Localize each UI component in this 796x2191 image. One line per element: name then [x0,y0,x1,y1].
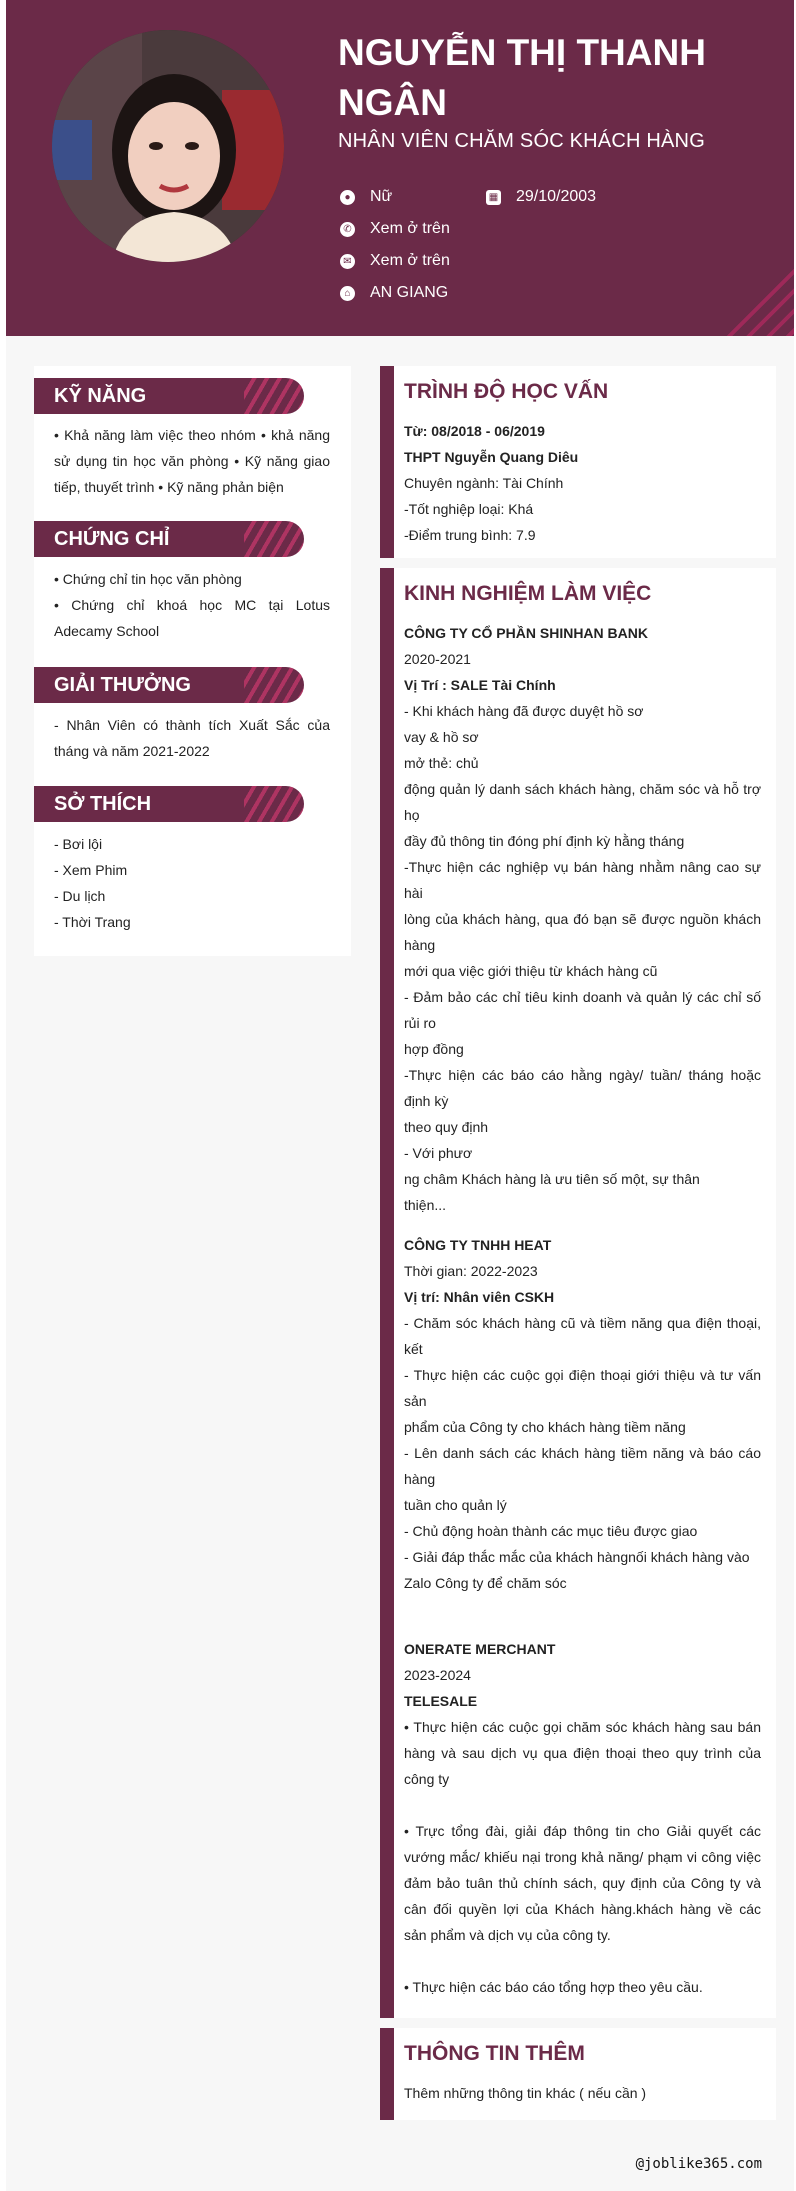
birthday-value: 29/10/2003 [516,188,597,205]
job-line: hợp đồng [404,1041,464,1057]
address-value: AN GIANG [370,284,449,301]
footer-watermark: @joblike365.com [635,2156,762,2172]
avatar [52,30,284,262]
education-section [380,366,776,558]
list-item: - Bơi lội [54,836,103,852]
heading-stripe [244,786,304,822]
job-line: -Thực hiện các nghiệp vụ bán hàng nhằm nâng cao sự hài [404,859,761,901]
job-line: • Trực tổng đài, giải đáp thông tin cho Giải quyết các vướng mắc/ khiếu nại trong khả năng/ phạm vi công việc đảm bảo tuân thủ chính sách, quy định của Công ty và cân đối quyền lợi của Khách hàng.khách hàng về các sản phẩm và dịch vụ của công ty. [404,1823,761,1943]
job-line: • Thực hiện các cuộc gọi chăm sóc khách hàng sau bán hàng và sau dịch vụ qua điện thoại theo quy trình của công ty [404,1719,761,1787]
job-line: tuần cho quản lý [404,1497,507,1513]
list-item: - Xem Phim [54,862,128,878]
skills-text: • Khả năng làm việc theo nhóm • khả năng sử dụng tin học văn phòng • Kỹ năng giao tiếp, thuyết trình • Kỹ năng phản biện [54,427,330,495]
job-line: -Thực hiện các báo cáo hằng ngày/ tuần/ tháng hoặc định kỳ [404,1067,761,1109]
certificates-heading-text: CHỨNG CHỈ [54,528,170,550]
additional-heading: THÔNG TIN THÊM [404,2042,585,2065]
education-heading: TRÌNH ĐỘ HỌC VẤN [404,380,609,403]
job-title: NHÂN VIÊN CHĂM SÓC KHÁCH HÀNG [338,130,705,152]
skills-heading [34,378,304,414]
job-line: phẩm của Công ty cho khách hàng tiềm năng [404,1419,686,1435]
certificates-heading [34,521,304,557]
job-line: mới qua việc giới thiệu từ khách hàng cũ [404,963,658,979]
phone-row [340,220,450,238]
user-icon: ● [340,190,355,205]
cv-header [6,0,794,336]
job-line: ng châm Khách hàng là ưu tiên số một, sự thân [404,1171,700,1187]
email-icon: ✉ [340,254,355,269]
experience-section [380,568,776,2018]
job-role: Vị Trí : SALE Tài Chính [404,677,556,693]
birthday-row [486,188,596,206]
job-line: - Thực hiện các cuộc gọi điện thoại giới thiệu và tư vấn sản [404,1367,761,1409]
list-item: - Thời Trang [54,914,131,930]
email-row [340,252,450,270]
additional-text: Thêm những thông tin khác ( nếu cần ) [404,2085,647,2101]
list-item: • Chứng chỉ tin học văn phòng [54,571,242,587]
home-icon: ⌂ [340,286,355,301]
awards-heading [34,667,304,703]
gender-row [340,188,392,206]
education-period: Từ: 08/2018 - 06/2019 [404,423,545,439]
job-line: - Giải đáp thắc mắc của khách hàngnối khách hàng vào [404,1549,750,1565]
education-school: THPT Nguyễn Quang Diêu [404,449,579,465]
awards-text: - Nhân Viên có thành tích Xuất Sắc của tháng và năm 2021-2022 [54,717,330,759]
job-line: - Khi khách hàng đã được duyệt hồ sơ [404,703,644,719]
section-bar [380,366,394,558]
education-body [404,418,761,548]
calendar-icon: ▦ [486,190,501,205]
email-value: Xem ở trên [370,252,450,269]
phone-icon: ✆ [340,222,355,237]
job-role: Vị trí: Nhân viên CSKH [404,1289,555,1305]
list-item: - Du lịch [54,888,106,904]
additional-section [380,2028,776,2120]
experience-heading: KINH NGHIỆM LÀM VIỆC [404,582,652,605]
company-name: CÔNG TY CỔ PHẦN SHINHAN BANK [404,625,648,641]
job-line: thiện... [404,1197,447,1213]
skills-heading-text: KỸ NĂNG [54,385,147,407]
company-name: CÔNG TY TNHH HEAT [404,1237,552,1253]
job-line: động quản lý danh sách khách hàng, chăm sóc và hỗ trợ họ [404,781,761,823]
awards-heading-text: GIẢI THƯỞNG [54,674,191,696]
hobbies-heading-text: SỞ THÍCH [54,793,152,815]
heading-stripe [244,521,304,557]
list-item: • Chứng chỉ khoá học MC tại Lotus Adecamy School [54,597,330,639]
job-line: Zalo Công ty để chăm sóc [404,1575,567,1591]
hobbies-heading [34,786,304,822]
job-line: - Chăm sóc khách hàng cũ và tiềm năng qua điện thoại, kết [404,1315,761,1357]
job-line: - Đảm bảo các chỉ tiêu kinh doanh và quản lý các chỉ số rủi ro [404,989,761,1031]
section-bar [380,2028,394,2120]
hobbies-list [54,831,330,935]
job-line: đầy đủ thông tin đóng phí định kỳ hằng tháng [404,833,685,849]
education-line: -Điểm trung bình: 7.9 [404,527,536,543]
experience-body [404,620,761,2000]
heading-stripe [244,378,304,414]
job-line: • Thực hiện các báo cáo tổng hợp theo yêu cầu. [404,1979,703,1995]
job-line: lòng của khách hàng, qua đó bạn sẽ được nguồn khách hàng [404,911,761,953]
phone-value: Xem ở trên [370,220,450,237]
company-name: ONERATE MERCHANT [404,1641,556,1657]
profile-photo [52,30,284,262]
education-line: -Tốt nghiệp loại: Khá [404,501,534,517]
job-period: 2020-2021 [404,651,471,667]
certificates-list [54,566,330,644]
address-row [340,284,448,302]
section-bar [380,568,394,2018]
candidate-name: NGUYỄN THỊ THANH NGÂN [338,32,706,123]
job-period: 2023-2024 [404,1667,471,1683]
cv-page [6,0,794,2191]
job-line: mở thẻ: chủ [404,755,479,771]
job-line: theo quy định [404,1119,489,1135]
decorative-stripes [664,226,794,336]
job-period: Thời gian: 2022-2023 [404,1263,538,1279]
job-line: - Lên danh sách các khách hàng tiềm năng và báo cáo hàng [404,1445,761,1487]
job-line: - Với phươ [404,1145,473,1161]
job-line: vay & hồ sơ [404,729,479,745]
left-column [34,366,351,956]
education-line: Chuyên ngành: Tài Chính [404,475,564,491]
gender-value: Nữ [370,188,393,205]
job-line: - Chủ động hoàn thành các mục tiêu được giao [404,1523,698,1539]
heading-stripe [244,667,304,703]
job-role: TELESALE [404,1693,478,1709]
